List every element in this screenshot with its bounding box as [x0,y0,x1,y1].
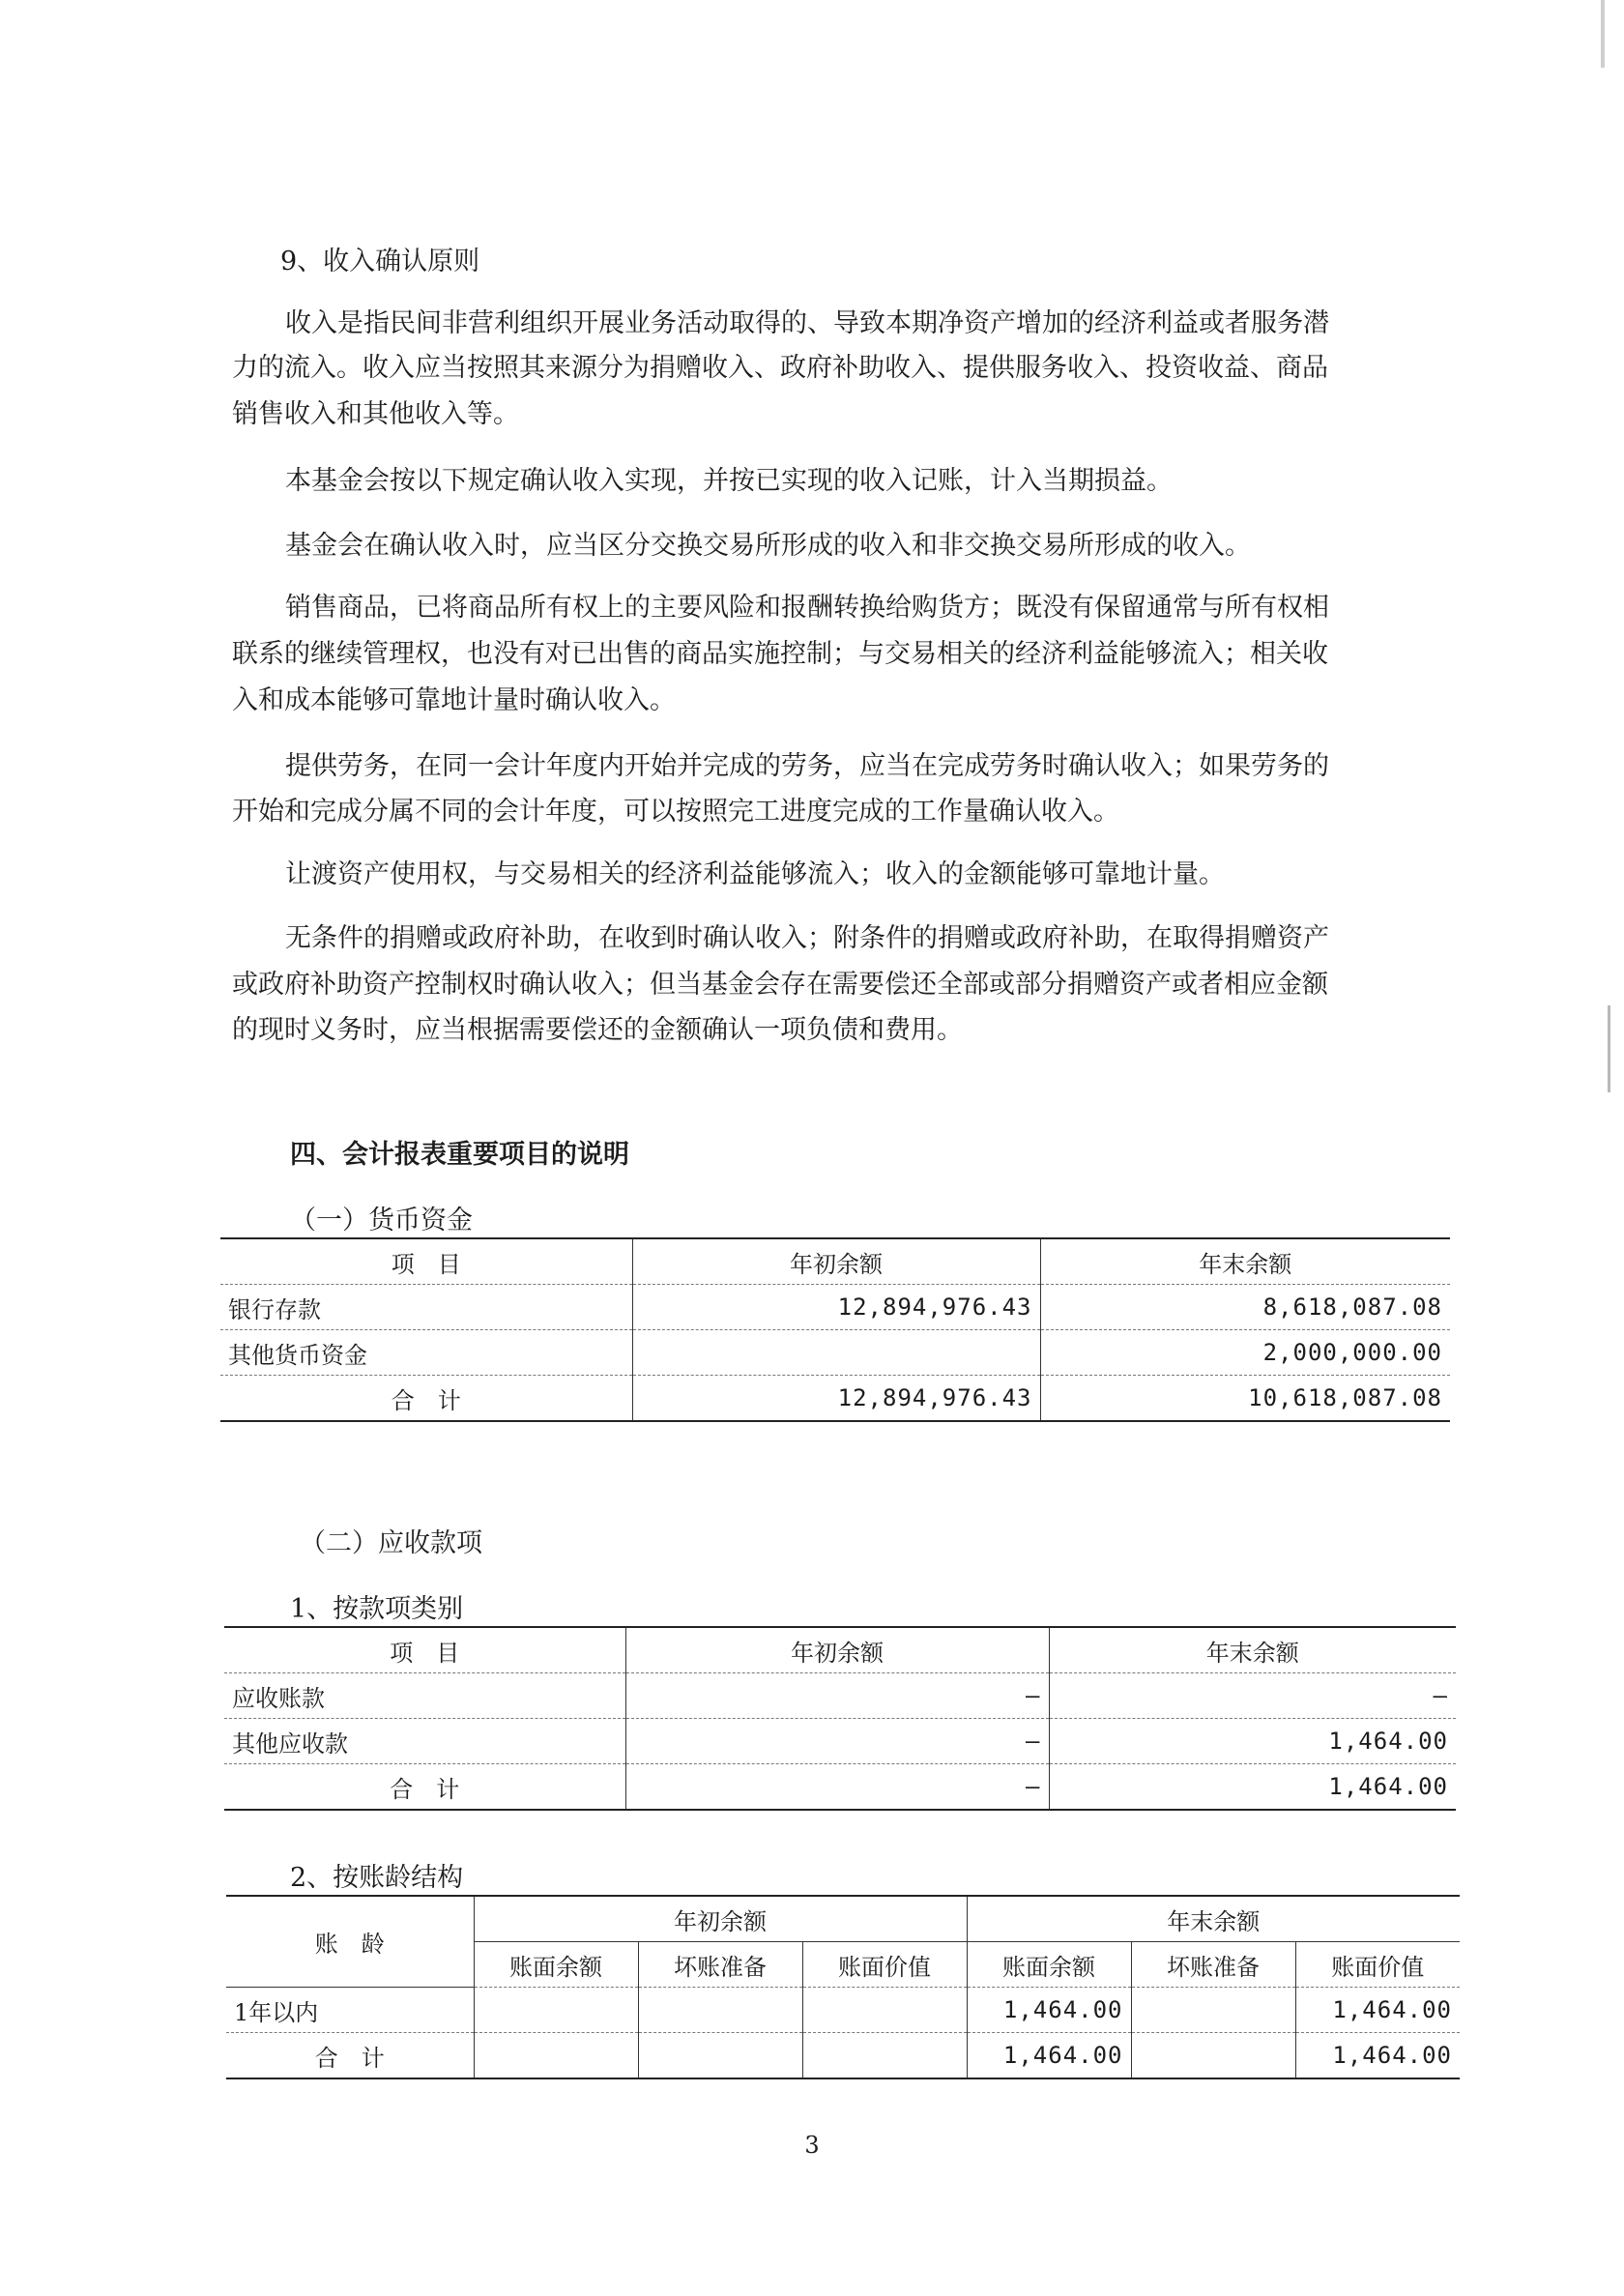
row-label: 银行存款 [220,1285,632,1330]
subheader: 账面价值 [802,1942,967,1988]
cell-value [802,2033,967,2079]
heading-revenue-recognition: 9、收入确认原则 [280,247,480,276]
row-begin-value: 12,894,976.43 [632,1376,1040,1422]
row-end-value: 8,618,087.08 [1040,1285,1450,1330]
cell-value [474,1988,638,2033]
row-end-value: 1,464.00 [1049,1764,1456,1811]
scan-side-mark [1608,1005,1610,1092]
paragraph-line: 基金会在确认收入时，应当区分交换交易所形成的收入和非交换交易所形成的收入。 [285,531,1251,561]
page-number: 3 [804,2132,820,2159]
table-row [220,1330,1450,1376]
paragraph-line: 本基金会按以下规定确认收入实现，并按已实现的收入记账，计入当期损益。 [285,466,1173,496]
receivables-by-age-table [226,1895,1460,2079]
paragraph-line: 联系的继续管理权，也没有对已出售的商品实施控制；与交易相关的经济利益能够流入；相关收 [232,639,1328,669]
table-total-row [226,2033,1460,2079]
cell-value: 1,464.00 [967,2033,1131,2079]
header-end: 年末余额 [1049,1627,1456,1673]
scan-edge-mark [1601,0,1605,68]
header-item: 项 目 [224,1627,625,1673]
table-total-row [220,1376,1450,1422]
subheader: 账面余额 [474,1942,638,1988]
cell-value: 1,464.00 [1295,2033,1460,2079]
row-begin-value [632,1330,1040,1376]
row-end-value: 10,618,087.08 [1040,1376,1450,1422]
row-begin-value: – [625,1673,1049,1719]
cell-value [474,2033,638,2079]
row-label: 其他货币资金 [220,1330,632,1376]
paragraph-line: 无条件的捐赠或政府补助，在收到时确认收入；附条件的捐赠或政府补助，在取得捐赠资产 [285,923,1329,953]
subheader: 坏账准备 [638,1942,802,1988]
paragraph-line: 收入是指民间非营利组织开展业务活动取得的、导致本期净资产增加的经济利益或者服务潜 [285,308,1329,338]
row-label: 1年以内 [226,1988,474,2033]
cell-value [802,1988,967,2033]
cell-value [638,1988,802,2033]
cash-table [220,1237,1450,1422]
row-end-value: 2,000,000.00 [1040,1330,1450,1376]
receivables-by-type-title: 1、按款项类别 [290,1594,464,1624]
subheader: 账面余额 [967,1942,1131,1988]
row-begin-value: – [625,1719,1049,1764]
table-total-row [224,1764,1456,1811]
row-end-value: – [1049,1673,1456,1719]
table-row [224,1719,1456,1764]
cell-value [638,2033,802,2079]
row-label: 合 计 [226,2033,474,2079]
row-label: 合 计 [224,1764,625,1811]
paragraph-line: 力的流入。收入应当按照其来源分为捐赠收入、政府补助收入、提供服务收入、投资收益、商品 [232,353,1328,383]
header-item: 项 目 [220,1238,632,1285]
row-begin-value: – [625,1764,1049,1811]
cash-title: （一）货币资金 [290,1206,473,1235]
row-end-value: 1,464.00 [1049,1719,1456,1764]
paragraph-line: 让渡资产使用权，与交易相关的经济利益能够流入；收入的金额能够可靠地计量。 [285,859,1225,889]
paragraph-line: 提供劳务，在同一会计年度内开始并完成的劳务，应当在完成劳务时确认收入；如果劳务的 [285,751,1329,781]
header-group-begin: 年初余额 [474,1896,967,1942]
table-row [220,1285,1450,1330]
table-row [226,1988,1460,2033]
paragraph-line: 入和成本能够可靠地计量时确认收入。 [232,685,676,715]
subheader: 坏账准备 [1131,1942,1295,1988]
paragraph-line: 销售商品，已将商品所有权上的主要风险和报酬转换给购货方；既没有保留通常与所有权相 [285,593,1329,623]
table-header-row [226,1896,1460,1942]
section-heading: 四、会计报表重要项目的说明 [290,1140,629,1170]
table-row [224,1673,1456,1719]
header-age: 账 龄 [226,1896,474,1988]
paragraph-line: 销售收入和其他收入等。 [232,399,519,429]
cell-value: 1,464.00 [967,1988,1131,2033]
cell-value: 1,464.00 [1295,1988,1460,2033]
paragraph-line: 或政府补助资产控制权时确认收入；但当基金会存在需要偿还全部或部分捐赠资产或者相应金额 [232,970,1328,1000]
cell-value [1131,2033,1295,2079]
header-begin: 年初余额 [625,1627,1049,1673]
paragraph-line: 的现时义务时，应当根据需要偿还的金额确认一项负债和费用。 [232,1015,963,1045]
row-label: 应收账款 [224,1673,625,1719]
receivables-by-type-table [224,1626,1456,1811]
row-label: 合 计 [220,1376,632,1422]
row-begin-value: 12,894,976.43 [632,1285,1040,1330]
receivables-by-age-title: 2、按账龄结构 [290,1863,464,1893]
table-header-row [224,1627,1456,1673]
paragraph-line: 开始和完成分属不同的会计年度，可以按照完工进度完成的工作量确认收入。 [232,797,1119,827]
cell-value [1131,1988,1295,2033]
header-begin: 年初余额 [632,1238,1040,1285]
header-end: 年末余额 [1040,1238,1450,1285]
row-label: 其他应收款 [224,1719,625,1764]
header-group-end: 年末余额 [967,1896,1460,1942]
subheader: 账面价值 [1295,1942,1460,1988]
table-header-row [220,1238,1450,1285]
receivables-title: （二）应收款项 [300,1528,482,1558]
